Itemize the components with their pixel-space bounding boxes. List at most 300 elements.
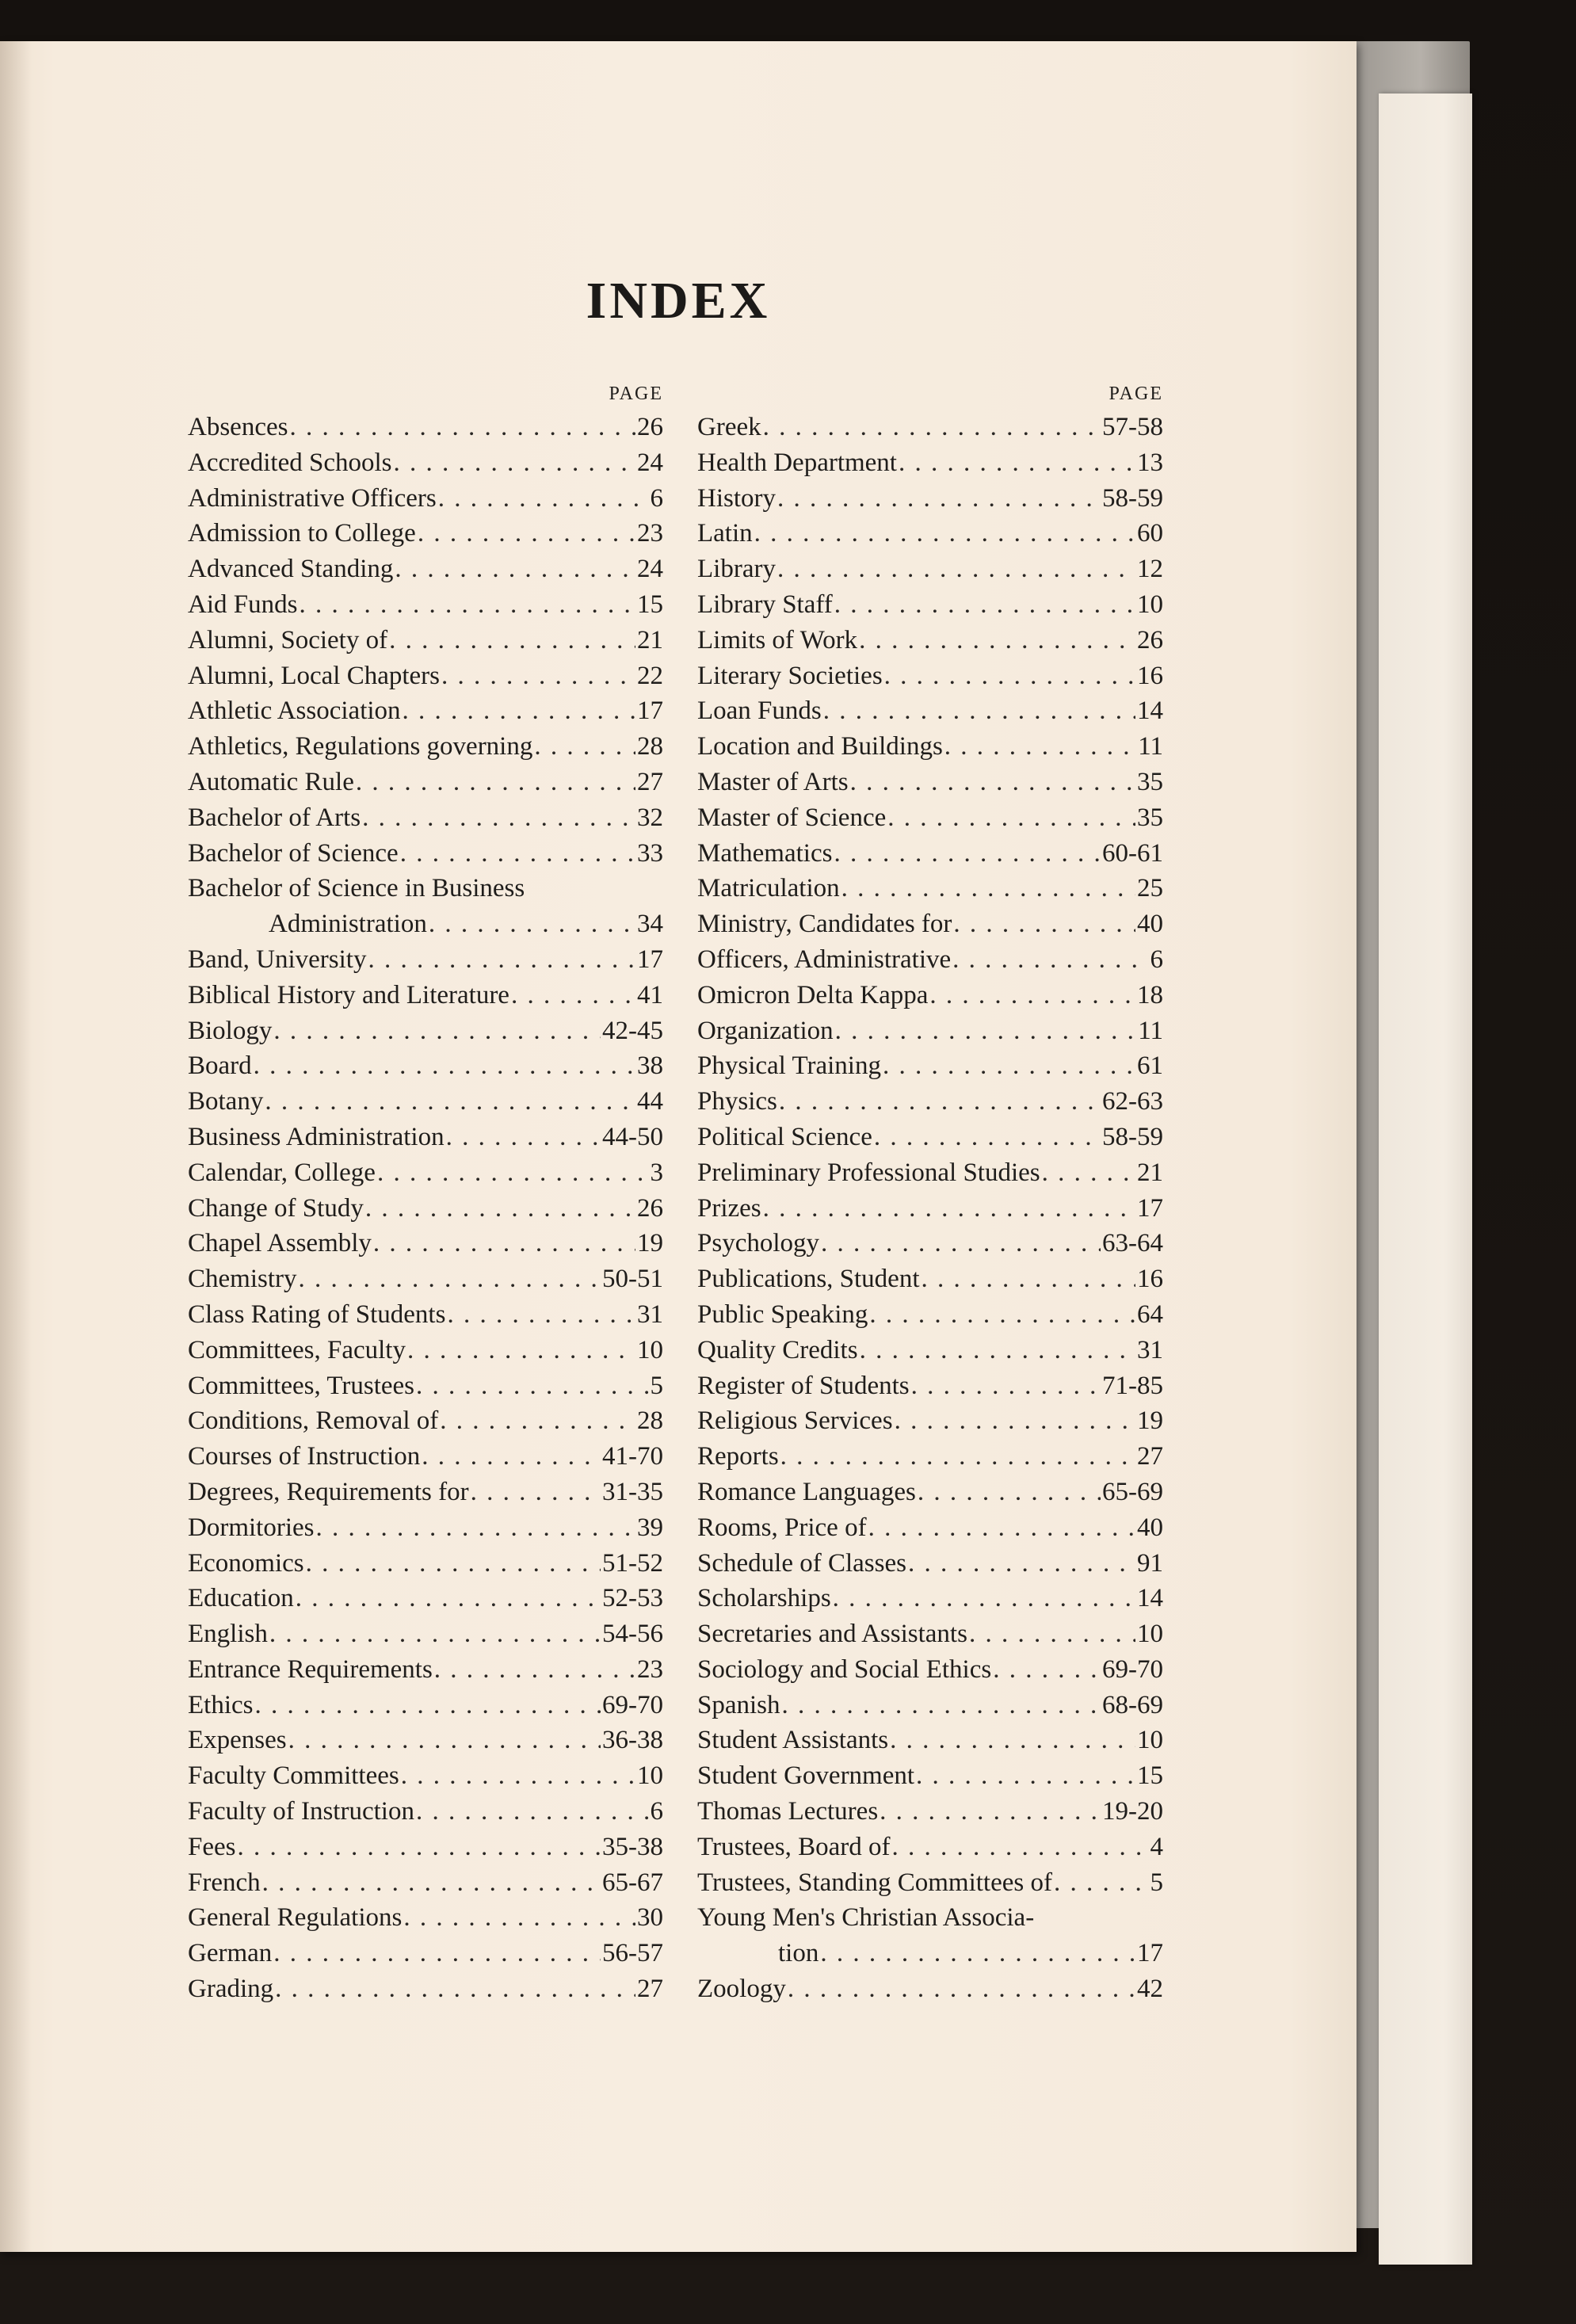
index-entry-page: 36-38 — [602, 1726, 663, 1755]
dot-leader — [884, 658, 1135, 694]
dot-leader — [356, 765, 635, 800]
dot-leader — [395, 551, 635, 587]
index-entry-name: Romance Languages — [697, 1477, 916, 1506]
dot-leader — [416, 1794, 649, 1830]
dot-leader — [438, 481, 649, 517]
index-entry — [188, 906, 663, 942]
page-title: INDEX — [586, 272, 771, 330]
dot-leader — [1054, 1865, 1149, 1901]
index-entry-name: Band, University — [188, 944, 367, 974]
index-entry-page: 19-20 — [1102, 1797, 1163, 1826]
index-entry-page: 27 — [637, 1975, 663, 2004]
dot-leader — [779, 1084, 1101, 1120]
index-entry-page: 41 — [637, 980, 663, 1009]
dot-leader — [403, 693, 635, 729]
dot-leader — [401, 1758, 635, 1794]
index-entry-page: 58-59 — [1102, 1122, 1163, 1151]
index-entry-name: Officers, Administrative — [697, 944, 952, 974]
index-entry-page: 68-69 — [1102, 1690, 1163, 1719]
index-entry-name: Chapel Assembly — [188, 1229, 372, 1258]
index-entry-name: Physics — [697, 1087, 777, 1116]
index-entry — [697, 481, 1163, 517]
index-entry — [188, 1546, 663, 1582]
index-entry-name: Committees, Trustees — [188, 1371, 415, 1400]
index-entry — [188, 1971, 663, 2007]
index-entry — [697, 1581, 1163, 1616]
index-entry-page: 4 — [1150, 1832, 1163, 1861]
page-column-header: PAGE — [609, 384, 663, 404]
dot-leader — [471, 1475, 601, 1510]
index-entry — [188, 1865, 663, 1901]
index-entry-name: Admission to College — [188, 519, 416, 548]
index-entry-name: Degrees, Requirements for — [188, 1477, 469, 1506]
index-entry-name: Alumni, Local Chapters — [188, 661, 441, 690]
index-entry — [188, 1155, 663, 1191]
index-entry — [188, 1758, 663, 1794]
index-entry-name: Religious Services — [697, 1406, 893, 1436]
dot-leader — [850, 765, 1135, 800]
index-entry-name: Faculty Committees — [188, 1761, 399, 1791]
index-entry-page: 6 — [650, 1797, 663, 1826]
index-entry — [188, 516, 663, 551]
index-entry — [697, 1120, 1163, 1155]
index-entry — [188, 1120, 663, 1155]
index-entry-name: Zoology — [697, 1975, 786, 2004]
index-entry-page: 14 — [1137, 1584, 1163, 1613]
index-entry — [697, 1475, 1163, 1510]
index-entry-name: Publications, Student — [697, 1265, 920, 1294]
index-entries-right — [697, 410, 1163, 2007]
index-entry-name: Trustees, Board of — [697, 1832, 891, 1861]
index-entry-page: 10 — [637, 1335, 663, 1364]
index-entry-page: 5 — [650, 1371, 663, 1400]
dot-leader — [238, 1830, 601, 1865]
index-entry-page: 11 — [1138, 1016, 1163, 1045]
index-entry-page: 65-69 — [1102, 1477, 1163, 1506]
dot-leader — [835, 1013, 1137, 1049]
dot-leader — [952, 942, 1148, 978]
dot-leader — [306, 1546, 601, 1582]
index-entry — [697, 587, 1163, 623]
index-entry-page: 17 — [1137, 1939, 1163, 1968]
index-entry-page: 19 — [637, 1229, 663, 1258]
index-entry-name: Prizes — [697, 1193, 761, 1223]
index-entry-name: Absences — [188, 413, 288, 441]
index-entry-page: 60 — [1137, 519, 1163, 548]
index-entry-page: 23 — [637, 519, 663, 548]
dot-leader — [821, 1226, 1101, 1261]
dot-leader — [868, 1510, 1135, 1546]
index-entry-page: 57-58 — [1102, 413, 1163, 441]
index-entry-page: 10 — [637, 1761, 663, 1791]
index-entry-name: Organization — [697, 1016, 834, 1045]
index-entry-name: Fees — [188, 1832, 236, 1861]
dot-leader — [407, 1333, 635, 1368]
dot-leader — [377, 1155, 649, 1191]
index-entry — [188, 1084, 663, 1120]
index-entry-page: 23 — [637, 1654, 663, 1684]
index-entry — [188, 1261, 663, 1297]
index-entry-page: 33 — [637, 838, 663, 868]
index-entry-name: Alumni, Society of — [188, 625, 388, 654]
index-entry-page: 15 — [637, 590, 663, 619]
dot-leader — [883, 1048, 1135, 1084]
index-entry — [697, 1652, 1163, 1688]
index-entry-name: Spanish — [697, 1690, 780, 1719]
index-entry-name: Expenses — [188, 1726, 287, 1755]
index-entry — [188, 800, 663, 836]
index-entry — [697, 1403, 1163, 1439]
index-entry-name: Young Men's Christian Associa- — [697, 1903, 1035, 1933]
index-entry — [697, 1971, 1163, 2007]
index-entry-page: 21 — [637, 625, 663, 654]
index-entry — [188, 1652, 663, 1688]
index-entry-name: General Regulations — [188, 1903, 403, 1933]
index-entry-page: 40 — [1137, 910, 1163, 939]
dot-leader — [299, 587, 635, 623]
index-entry-name: Athletics, Regulations governing — [188, 732, 533, 761]
index-entry-name: Conditions, Removal of — [188, 1406, 439, 1436]
index-entry-page: 54-56 — [602, 1620, 663, 1649]
dot-leader — [823, 693, 1135, 729]
index-entries-left — [188, 410, 663, 2007]
index-entry-page: 16 — [1137, 661, 1163, 690]
index-entry-page: 64 — [1137, 1299, 1163, 1329]
index-entry-page: 51-52 — [602, 1548, 663, 1578]
index-entry-name: Master of Arts — [697, 767, 849, 796]
index-entry-page: 17 — [637, 696, 663, 726]
index-entry-page: 16 — [1137, 1265, 1163, 1294]
index-entry-name: Class Rating of Students — [188, 1299, 446, 1329]
index-entry-name: Loan Funds — [697, 696, 822, 726]
dot-leader — [944, 729, 1136, 765]
index-entry-name: Calendar, College — [188, 1158, 376, 1187]
index-entry-page: 35 — [1137, 803, 1163, 832]
dot-leader — [777, 481, 1101, 517]
index-entry-page: 63-64 — [1102, 1229, 1163, 1258]
dot-leader — [447, 1297, 635, 1333]
dot-leader — [394, 445, 635, 481]
dot-leader — [429, 906, 635, 942]
index-entry — [697, 800, 1163, 836]
index-entry — [188, 1688, 663, 1723]
index-entry — [697, 906, 1163, 942]
index-entry — [188, 978, 663, 1013]
index-entry-name: Advanced Standing — [188, 555, 394, 584]
index-entry-name: Change of Study — [188, 1193, 364, 1223]
index-entry-name: Administration — [269, 910, 427, 939]
index-entry-page: 12 — [1137, 555, 1163, 584]
dot-leader — [833, 1581, 1135, 1616]
dot-leader — [441, 658, 635, 694]
index-entry-name: Student Government — [697, 1761, 915, 1791]
index-entry-page: 19 — [1137, 1406, 1163, 1436]
index-entry — [188, 1297, 663, 1333]
index-entry — [188, 1900, 663, 1936]
dot-leader — [389, 623, 635, 658]
dot-leader — [296, 1581, 601, 1616]
index-entry-name: Courses of Instruction — [188, 1442, 421, 1471]
index-page — [0, 41, 1357, 2252]
dot-leader — [834, 836, 1101, 872]
index-entry-name: Omicron Delta Kappa — [697, 980, 929, 1009]
index-entry — [188, 942, 663, 978]
index-entry-page: 62-63 — [1102, 1087, 1163, 1116]
dot-leader — [365, 1191, 635, 1227]
index-entry — [697, 1226, 1163, 1261]
dot-leader — [899, 445, 1135, 481]
index-entry-name: Secretaries and Assistants — [697, 1620, 967, 1649]
dot-leader — [254, 1688, 601, 1723]
index-entry — [697, 1297, 1163, 1333]
index-entry-name: Aid Funds — [188, 590, 298, 619]
index-entry — [697, 836, 1163, 872]
index-entry-page: 22 — [637, 661, 663, 690]
index-entry-name: English — [188, 1620, 268, 1649]
index-column-left — [188, 378, 663, 2007]
index-entry-page: 6 — [650, 483, 663, 513]
dot-leader — [273, 1936, 601, 1971]
index-entry — [188, 1368, 663, 1404]
index-entry-page: 11 — [1138, 732, 1163, 761]
index-entry-name: Economics — [188, 1548, 304, 1578]
index-entry — [188, 836, 663, 872]
index-entry-name: Biblical History and Literature — [188, 980, 509, 1009]
index-entry — [697, 1758, 1163, 1794]
index-entry — [188, 1439, 663, 1475]
index-entry-page: 28 — [637, 732, 663, 761]
index-entry-name: Chemistry — [188, 1265, 297, 1294]
index-entry-name: Physical Training — [697, 1051, 881, 1081]
dot-leader — [273, 1013, 601, 1049]
index-entry-page: 50-51 — [602, 1265, 663, 1294]
dot-leader — [254, 1048, 635, 1084]
dot-leader — [892, 1830, 1149, 1865]
index-entry-page: 26 — [637, 1193, 663, 1223]
index-entry-page: 58-59 — [1102, 483, 1163, 513]
index-entry — [697, 445, 1163, 481]
dot-leader — [908, 1546, 1135, 1582]
index-entry-name: Ethics — [188, 1690, 254, 1719]
index-entry-name: Reports — [697, 1442, 779, 1471]
dot-leader — [289, 410, 635, 445]
index-entry-page: 26 — [1137, 625, 1163, 654]
dot-leader — [373, 1226, 635, 1261]
index-entry-name: Botany — [188, 1087, 264, 1116]
dot-leader — [969, 1616, 1135, 1652]
index-entry-page: 65-67 — [602, 1868, 663, 1897]
dot-leader — [754, 516, 1135, 551]
index-entry-page: 27 — [1137, 1442, 1163, 1471]
index-entry-name: Bachelor of Science — [188, 838, 399, 868]
index-entry — [697, 1510, 1163, 1546]
index-entry-page: 32 — [637, 803, 663, 832]
index-entry — [188, 729, 663, 765]
index-entry-page: 14 — [1137, 696, 1163, 726]
index-entry-page: 13 — [1137, 448, 1163, 477]
dot-leader — [860, 1333, 1135, 1368]
dot-leader — [400, 836, 635, 872]
index-entry-name: Rooms, Price of — [697, 1513, 867, 1542]
index-entry — [188, 1333, 663, 1368]
index-entry — [188, 871, 663, 906]
index-entry-page: 5 — [1150, 1868, 1163, 1897]
dot-leader — [403, 1900, 635, 1936]
index-entry — [188, 693, 663, 729]
dot-leader — [534, 729, 635, 765]
index-entry-page: 17 — [637, 944, 663, 974]
index-entry — [697, 1546, 1163, 1582]
index-entry-name: Matriculation — [697, 874, 840, 903]
index-entry-page: 30 — [637, 1903, 663, 1933]
index-entry-page: 24 — [637, 448, 663, 477]
index-entry-page: 35 — [1137, 767, 1163, 796]
index-entry-name: Scholarships — [697, 1584, 831, 1613]
index-entry — [188, 658, 663, 694]
index-entry — [188, 1510, 663, 1546]
dot-leader — [362, 800, 635, 836]
index-entry-page: 17 — [1137, 1193, 1163, 1223]
index-entry — [188, 1936, 663, 1971]
index-entry-name: Register of Students — [697, 1371, 910, 1400]
index-entry — [697, 1084, 1163, 1120]
index-entry — [697, 410, 1163, 445]
index-entry — [697, 1013, 1163, 1049]
dot-leader — [911, 1368, 1101, 1404]
dot-leader — [887, 800, 1135, 836]
dot-leader — [880, 1794, 1101, 1830]
index-entry-name: Public Speaking — [697, 1299, 868, 1329]
index-entry — [697, 658, 1163, 694]
index-entry-page: 41-70 — [602, 1442, 663, 1471]
index-entry-name: Mathematics — [697, 838, 833, 868]
index-entry-name: Health Department — [697, 448, 897, 477]
index-entry-page: 42-45 — [602, 1016, 663, 1045]
index-entry-page: 25 — [1137, 874, 1163, 903]
index-entry-page: 26 — [637, 413, 663, 441]
index-entry-name: Location and Buildings — [697, 732, 943, 761]
dot-leader — [434, 1652, 635, 1688]
index-entry-page: 61 — [1137, 1051, 1163, 1081]
index-entry-page: 10 — [1137, 1726, 1163, 1755]
dot-leader — [777, 551, 1135, 587]
index-entry-name: Board — [188, 1051, 252, 1081]
dot-leader — [288, 1723, 601, 1758]
index-entry — [188, 1723, 663, 1758]
dot-leader — [782, 1688, 1101, 1723]
index-entry-page: 39 — [637, 1513, 663, 1542]
index-entry-page: 34 — [637, 910, 663, 939]
index-column-right — [697, 378, 1163, 2007]
index-entry-name: Ministry, Candidates for — [697, 910, 952, 939]
index-entry — [188, 1191, 663, 1227]
index-entry — [697, 871, 1163, 906]
dot-leader — [440, 1403, 635, 1439]
index-entry-page: 31 — [1137, 1335, 1163, 1364]
dot-leader — [834, 587, 1135, 623]
dot-leader — [763, 1191, 1135, 1227]
index-entry-name: Grading — [188, 1975, 274, 2004]
index-entry-name: Biology — [188, 1016, 273, 1045]
index-entry — [188, 1226, 663, 1261]
dot-leader — [269, 1616, 601, 1652]
index-entry-page: 3 — [650, 1158, 663, 1187]
index-entry — [188, 551, 663, 587]
dot-leader — [918, 1475, 1101, 1510]
index-entry — [697, 551, 1163, 587]
dot-leader — [874, 1120, 1101, 1155]
index-entry-name: Education — [188, 1584, 294, 1613]
index-entry-name: Bachelor of Arts — [188, 803, 361, 832]
index-entry — [697, 1688, 1163, 1723]
index-entry-name: Greek — [697, 413, 761, 441]
index-entry — [188, 1403, 663, 1439]
index-entry-name: Political Science — [697, 1122, 872, 1151]
index-entry-page: 6 — [1150, 944, 1163, 974]
index-entry-page: 69-70 — [1102, 1654, 1163, 1684]
index-entry — [188, 481, 663, 517]
index-entry — [697, 1191, 1163, 1227]
index-entry — [188, 1616, 663, 1652]
dot-leader — [275, 1971, 635, 2007]
index-entry — [697, 1865, 1163, 1901]
index-entry — [697, 729, 1163, 765]
dot-leader — [422, 1439, 601, 1475]
index-entry — [697, 1723, 1163, 1758]
index-entry — [697, 942, 1163, 978]
dot-leader — [953, 906, 1135, 942]
index-entry — [697, 1048, 1163, 1084]
index-entry-page: 69-70 — [602, 1690, 663, 1719]
index-entry — [188, 445, 663, 481]
index-entry-name: Limits of Work — [697, 625, 858, 654]
index-entry-page: 31-35 — [602, 1477, 663, 1506]
dot-leader — [869, 1297, 1135, 1333]
index-entry — [697, 623, 1163, 658]
index-entry — [697, 516, 1163, 551]
dot-leader — [780, 1439, 1135, 1475]
index-entry — [697, 1936, 1163, 1971]
dot-leader — [820, 1936, 1135, 1971]
dot-leader — [929, 978, 1135, 1013]
index-entry-page: 38 — [637, 1051, 663, 1081]
index-entry — [697, 1616, 1163, 1652]
index-entry — [697, 1155, 1163, 1191]
index-entry — [188, 1475, 663, 1510]
index-entry-page: 91 — [1137, 1548, 1163, 1578]
index-entry-name: Preliminary Professional Studies — [697, 1158, 1040, 1187]
index-entry-name: Entrance Requirements — [188, 1654, 433, 1684]
index-entry-page: 44-50 — [602, 1122, 663, 1151]
index-entry-page: 56-57 — [602, 1939, 663, 1968]
index-entry-page: 35-38 — [602, 1832, 663, 1861]
index-entry — [188, 1830, 663, 1865]
index-entry-name: Schedule of Classes — [697, 1548, 906, 1578]
index-entry-name: French — [188, 1868, 261, 1897]
dot-leader — [890, 1723, 1135, 1758]
dot-leader — [315, 1510, 635, 1546]
index-entry-page: 21 — [1137, 1158, 1163, 1187]
dot-leader — [859, 623, 1135, 658]
index-entry — [697, 1830, 1163, 1865]
index-entry-name: Accredited Schools — [188, 448, 392, 477]
index-entry — [188, 1048, 663, 1084]
back-page-edge — [1379, 93, 1472, 2265]
index-entry — [697, 1794, 1163, 1830]
dot-leader — [446, 1120, 601, 1155]
index-entry-name: Library — [697, 555, 776, 584]
index-entry-name: Dormitories — [188, 1513, 315, 1542]
